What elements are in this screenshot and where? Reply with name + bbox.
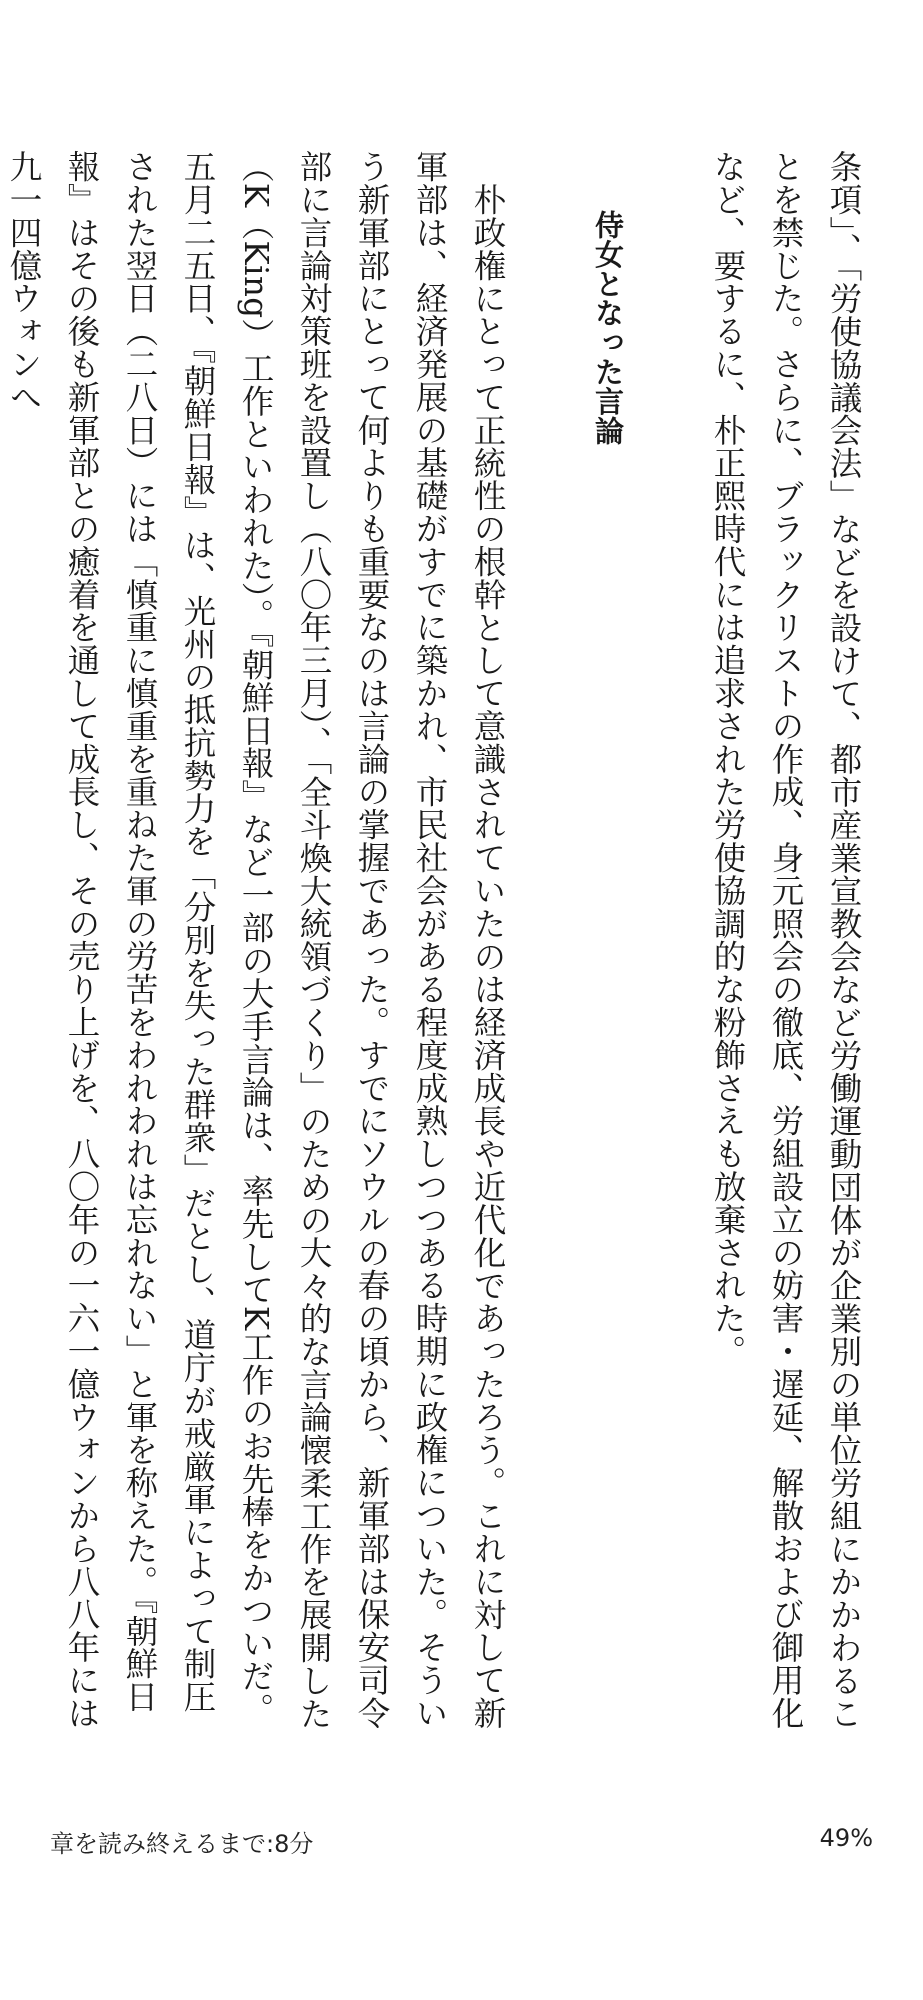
section-heading: 侍女となった言論 — [591, 210, 625, 446]
reading-time-remaining: 章を読み終えるまで:8分 — [50, 1830, 314, 1858]
book-text — [5, 150, 873, 1740]
paragraph-continuation: 条項」、「労使協議会法」などを設けて、都市産業宣教会など労働運動団体が企業別の単位労組にかかわることを禁じた。さらに、ブラックリストの作成、身元照会の徹底、労組設立の妨害・遅延、解散および御用化など、要するに、朴正熙時代には追求された労使協調的な粉飾さえも放棄された。 — [709, 150, 863, 1730]
reader-footer — [0, 1824, 923, 1864]
section-paragraph: 朴政権にとって正統性の根幹として意識されていたのは経済成長や近代化であったろう。これに対して新軍部は、経済発展の基礎がすでに築かれ、市民社会がある程度成熟しつつある時期に政権についた。そういう新軍部にとって何よりも重要なのは言論の掌握であった。すでにソウルの春の頃から、新軍部は保安司令部に言論対策班を設置し（八〇年三月）、「全斗煥大統領づくり」のための大々的な言論懐柔工作を展開した（K（King）工作といわれた）。『朝鮮日報』など一部の大手言論は、率先してK工作のお先棒をかついだ。五月二五日、『朝鮮日報』は、光州の抵抗勢力を「分別を失った群衆」だとし、道庁が戒厳軍によって制圧された翌日（二八日）には「慎重に慎重を重ねた軍の労苦をわれわれは忘れない」と軍を称えた。『朝鮮日報』はその後も新軍部との癒着を通して成長し、その売り上げを、八〇年の一六一億ウォンから八八年には九一四億ウォンへ — [5, 150, 507, 1730]
reading-progress-percent: 49% — [819, 1824, 873, 1852]
